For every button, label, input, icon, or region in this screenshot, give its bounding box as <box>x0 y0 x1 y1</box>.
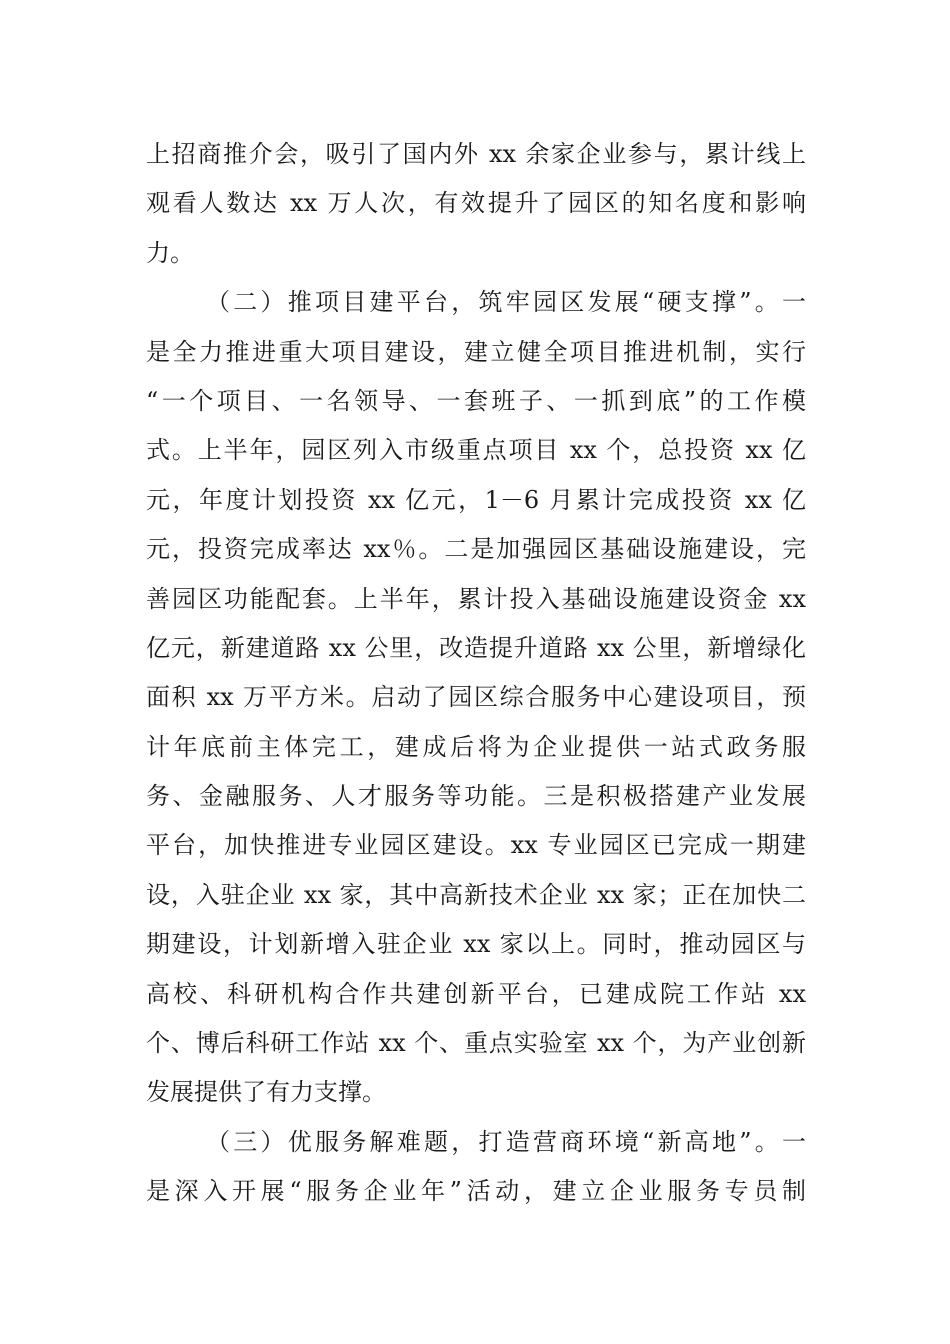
paragraph-2-line-7: 善园区功能配套。上半年，累计投入基础设施建设资金 xx <box>146 584 806 613</box>
paragraph-2-line-3: “一个项目、一名领导、一套班子、一抓到底”的工作模 <box>146 386 806 415</box>
paragraph-2-line-9: 面积 xx 万平方米。启动了园区综合服务中心建设项目，预 <box>146 683 806 712</box>
paragraph-2-line-5: 元，年度计划投资 xx 亿元，1－6 月累计完成投资 xx 亿 <box>146 485 806 514</box>
paragraph-2-line-12: 平台，加快推进专业园区建设。xx 专业园区已完成一期建 <box>146 831 806 860</box>
paragraph-2-line-10: 计年底前主体完工，建成后将为企业提供一站式政务服 <box>146 732 806 761</box>
paragraph-1-line-1: 上招商推介会，吸引了国内外 xx 余家企业参与，累计线上 <box>146 140 806 168</box>
paragraph-1-line-3: 力。 <box>146 238 194 267</box>
paragraph-1-line-2: 观看人数达 xx 万人次，有效提升了园区的知名度和影响 <box>146 189 806 218</box>
section-heading-2: （二）推项目建平台，筑牢园区发展“硬支撑”。一 <box>206 288 806 317</box>
paragraph-2-line-16: 个、博后科研工作站 xx 个、重点实验室 xx 个，为产业创新 <box>146 1029 806 1058</box>
paragraph-2-line-15: 高校、科研机构合作共建创新平台，已建成院工作站 xx <box>146 979 806 1008</box>
paragraph-2-line-13: 设，入驻企业 xx 家，其中高新技术企业 xx 家；正在加快二 <box>146 880 806 909</box>
paragraph-3-line-2: 是深入开展“服务企业年”活动，建立企业服务专员制 <box>146 1177 806 1206</box>
paragraph-2-line-2: 是全力推进重大项目建设，建立健全项目推进机制，实行 <box>146 337 806 366</box>
paragraph-2-line-14: 期建设，计划新增入驻企业 xx 家以上。同时，推动园区与 <box>146 930 806 959</box>
paragraph-2-line-6: 元，投资完成率达 xx％。二是加强园区基础设施建设，完 <box>146 535 806 564</box>
paragraph-2-line-8: 亿元，新建道路 xx 公里，改造提升道路 xx 公里，新增绿化 <box>146 633 806 662</box>
paragraph-2-line-11: 务、金融服务、人才服务等功能。三是积极搭建产业发展 <box>146 782 806 811</box>
paragraph-2-line-17: 发展提供了有力支撑。 <box>146 1078 386 1107</box>
section-heading-3: （三）优服务解难题，打造营商环境“新高地”。一 <box>206 1127 806 1156</box>
paragraph-2-line-4: 式。上半年，园区列入市级重点项目 xx 个，总投资 xx 亿 <box>146 436 806 465</box>
document-body <box>146 130 806 1217</box>
